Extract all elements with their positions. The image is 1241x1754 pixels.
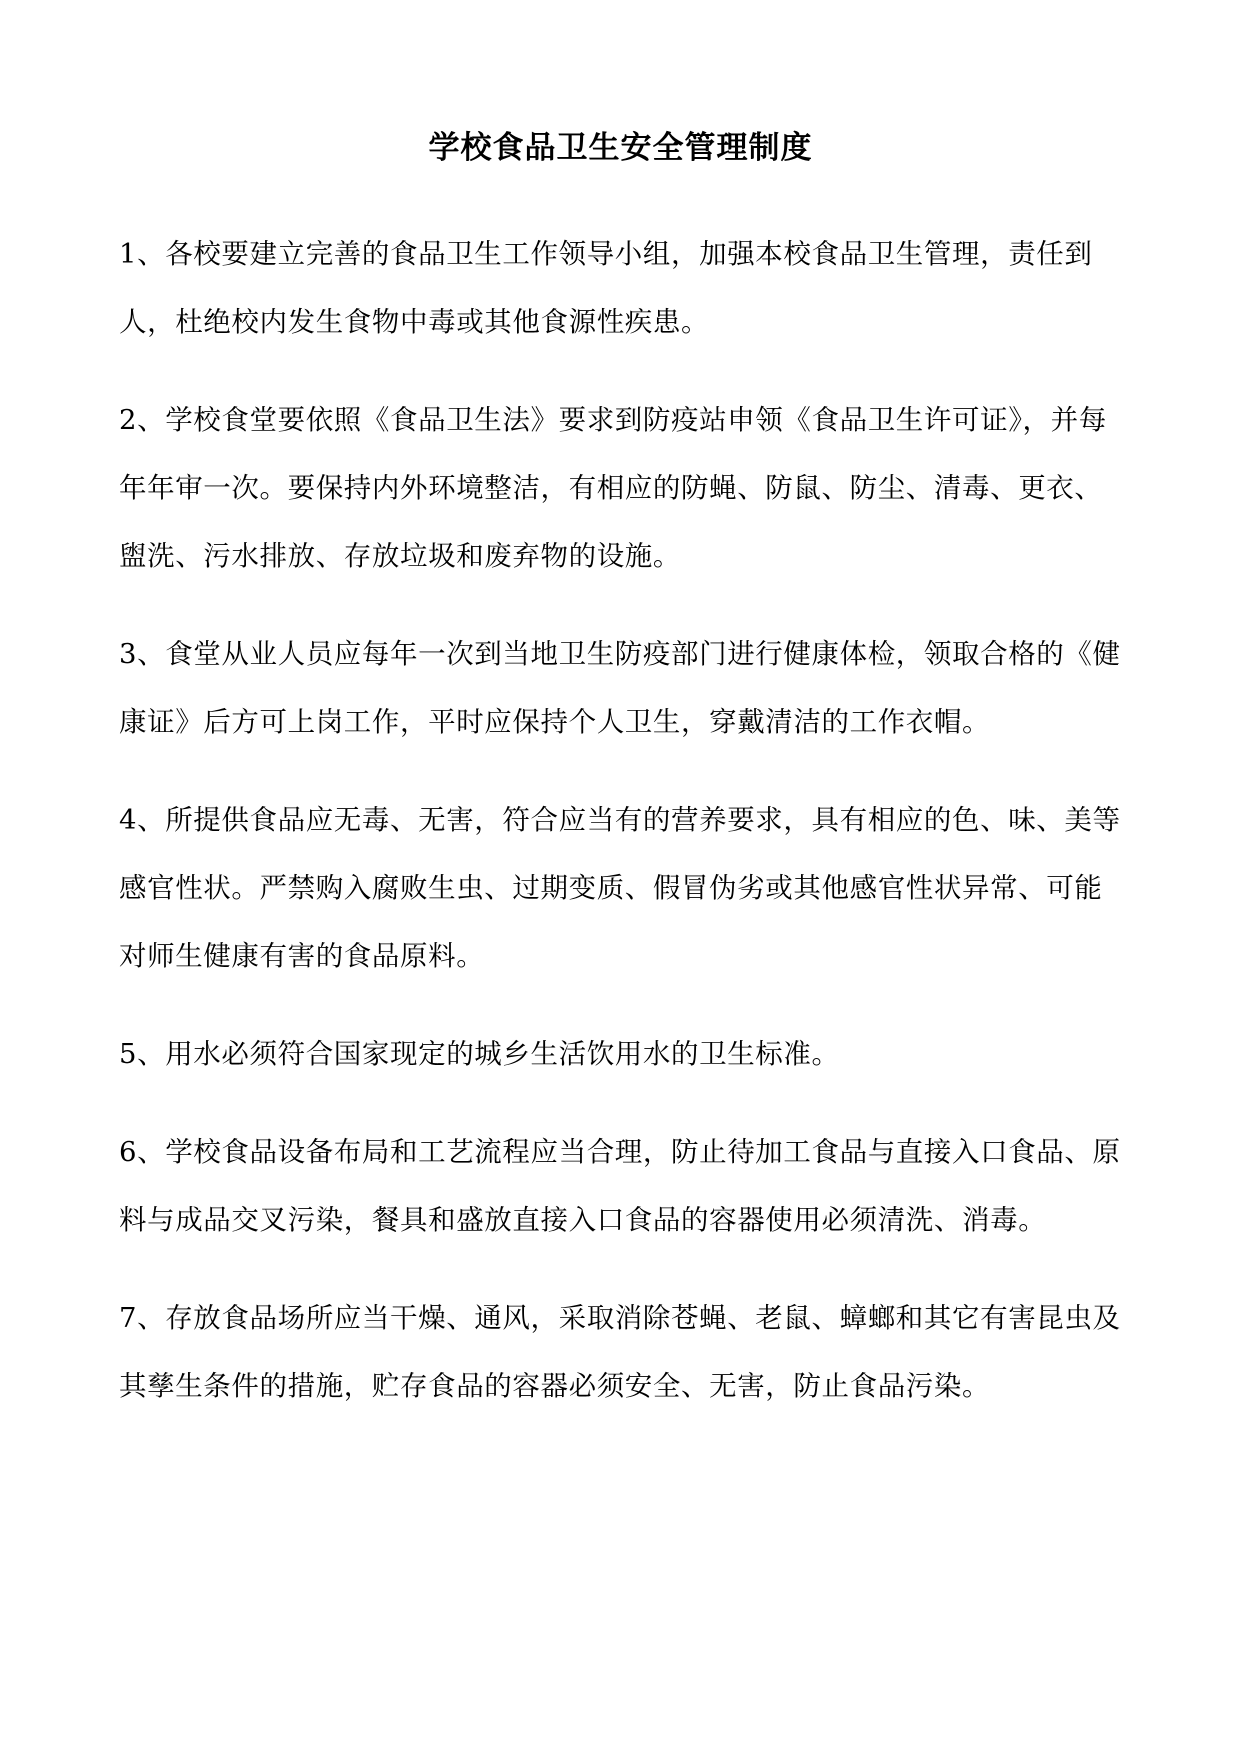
clause-5: 5、用水必须符合国家现定的城乡生活饮用水的卫生标准。 xyxy=(119,1038,840,1070)
clause-7: 7、存放食品场所应当干燥、通风，采取消除苍蝇、老鼠、蟑螂和其它有害昆虫及其孳生条件的措施，贮存食品的容器必须安全、无害，防止食品污染。 xyxy=(119,1302,1121,1402)
clause-3: 3、食堂从业人员应每年一次到当地卫生防疫部门进行健康体检，领取合格的《健康证》后方可上岗工作，平时应保持个人卫生，穿戴清洁的工作衣帽。 xyxy=(119,638,1121,738)
clause-4: 4、所提供食品应无毒、无害，符合应当有的营养要求，具有相应的色、味、美等感官性状。严禁购入腐败生虫、过期变质、假冒伪劣或其他感官性状异常、可能对师生健康有害的食品原料。 xyxy=(119,804,1121,972)
clause-2: 2、学校食堂要依照《食品卫生法》要求到防疫站申领《食品卫生许可证》，并每年年审一次。要保持内外环境整洁，有相应的防蝇、防鼠、防尘、清毒、更衣、盥洗、污水排放、存放垃圾和废弃物的设施。 xyxy=(119,404,1107,572)
clause-1: 1、各校要建立完善的食品卫生工作领导小组，加强本校食品卫生管理，责任到人，杜绝校内发生食物中毒或其他食源性疾患。 xyxy=(119,238,1093,338)
clause-6: 6、学校食品设备布局和工艺流程应当合理，防止待加工食品与直接入口食品、原料与成品交叉污染，餐具和盛放直接入口食品的容器使用必须清洗、消毒。 xyxy=(119,1136,1121,1236)
document-body xyxy=(119,220,1124,1450)
document-title: 学校食品卫生安全管理制度 xyxy=(428,130,813,166)
